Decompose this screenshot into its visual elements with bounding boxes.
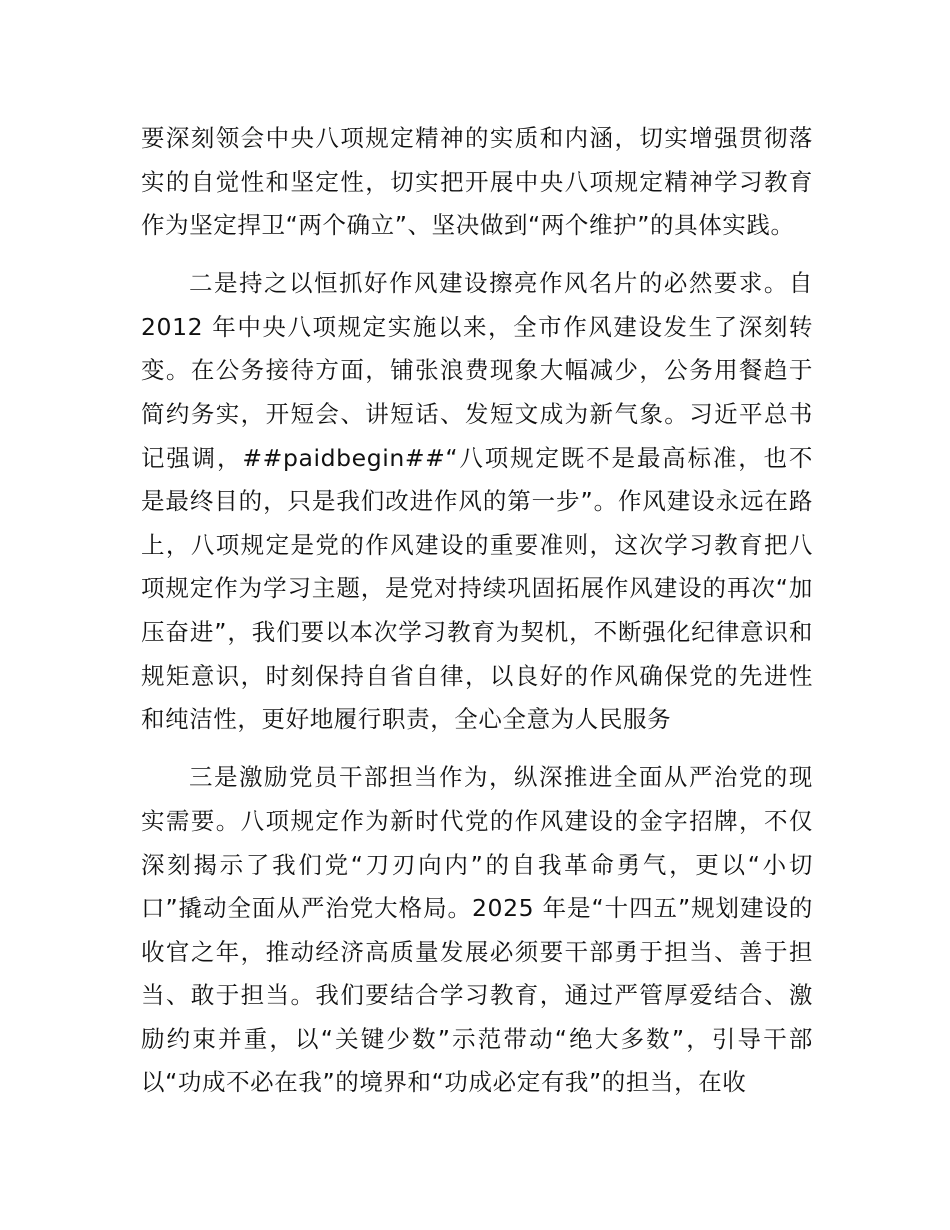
- paragraph-party-governance: 三是激励党员干部担当作为，纵深推进全面从严治党的现实需要。八项规定作为新时代党的作风建设的金字招牌，不仅深刻揭示了我们党“刀刃向内”的自我革命勇气，更以“小切口”撬动全面从严治党大格局。2025 年是“十四五”规划建设的收官之年，推动经济高质量发展必须要干部勇于担当、善于担当、敢于担当。我们要结合学习教育，通过严管厚爱结合、激励约束并重，以“关键少数”示范带动“绝大多数”，引导干部以“功成不必在我”的境界和“功成必定有我”的担当，在收: [141, 763, 813, 1097]
- paragraph-style-building: 二是持之以恒抓好作风建设擦亮作风名片的必然要求。自2012 年中央八项规定实施以来，全市作风建设发生了深刻转变。在公务接待方面，铺张浪费现象大幅减少，公务用餐趋于简约务实，开短会、讲短话、发短文成为新气象。习近平总书记强调，##paidbegin##“八项规定既不是最高标准，也不是最终目的，只是我们改进作风的第一步”。作风建设永远在路上，八项规定是党的作风建设的重要准则，这次学习教育把八项规定作为学习主题，是党对持续巩固拓展作风建设的再次“加压奋进”，我们要以本次学习教育为契机，不断强化纪律意识和规矩意识，时刻保持自省自律，以良好的作风确保党的先进性和纯洁性，更好地履行职责，全心全意为人民服务: [141, 269, 813, 734]
- paragraph-continuation: 要深刻领会中央八项规定精神的实质和内涵，切实增强贯彻落实的自觉性和坚定性，切实把开展中央八项规定精神学习教育作为坚定捍卫“两个确立”、坚决做到“两个维护”的具体实践。: [141, 124, 813, 240]
- document-body: [141, 117, 813, 1120]
